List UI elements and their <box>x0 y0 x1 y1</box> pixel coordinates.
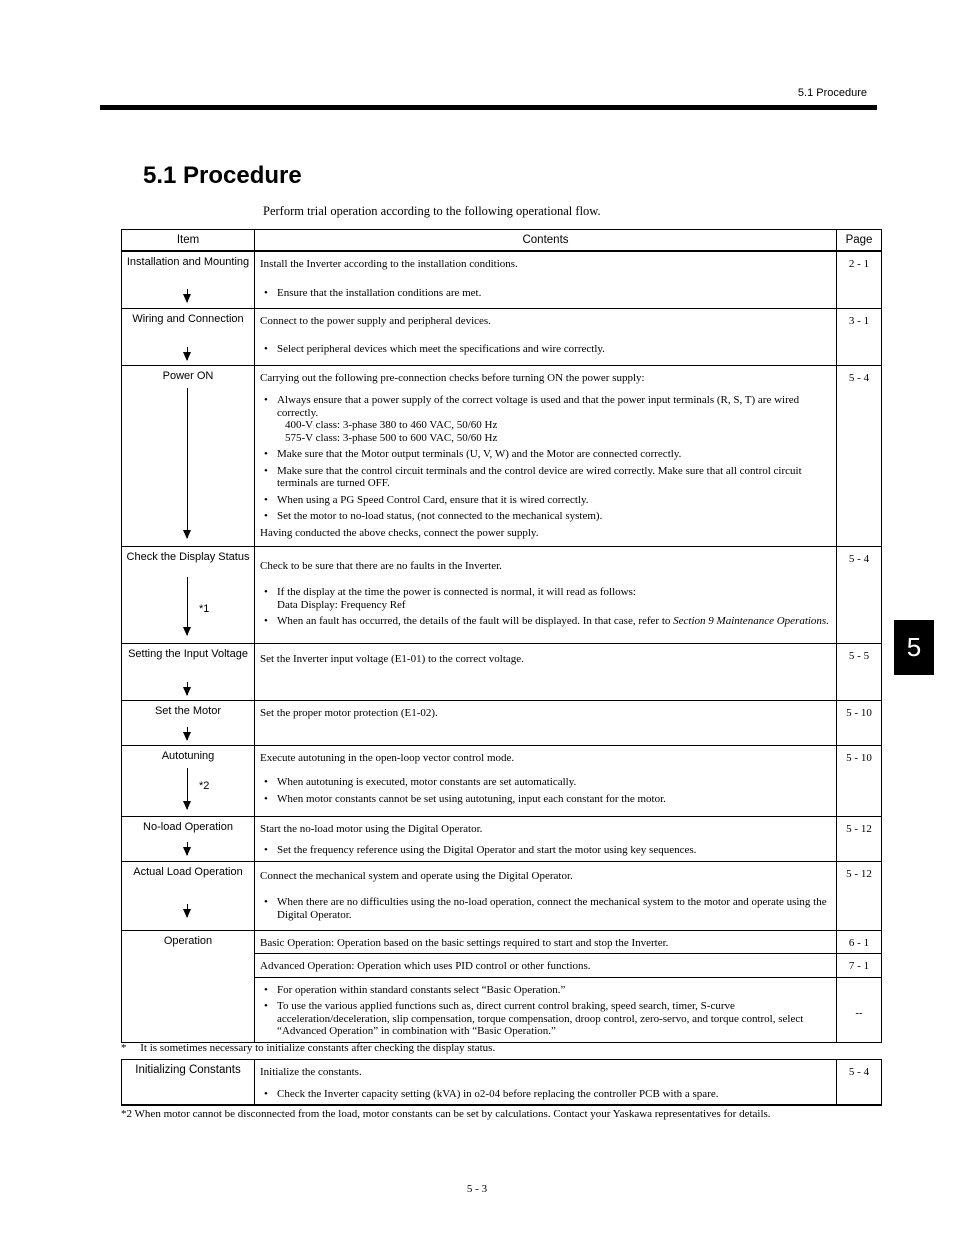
step-item <box>122 700 255 745</box>
step-item <box>122 745 255 816</box>
list-item: • When motor constants cannot be set using autotuning, input each constant for the motor. <box>260 793 831 806</box>
list-item: • If the display at the time the power is connected is normal, it will read as follows: Data Display: Frequency Ref <box>260 586 831 611</box>
table-row <box>122 930 882 954</box>
table-row <box>122 643 882 700</box>
footnote-mark: *1 <box>199 602 210 615</box>
list-item: • When there are no difficulties using the no-load operation, connect the mechanical system to the motor and operate using the Digital Operator. <box>260 896 831 921</box>
section-reference: Section 9 Maintenance Operations. <box>673 615 829 627</box>
voltage-line: 400-V class: 3-phase 380 to 460 VAC, 50/60 Hz <box>285 419 498 431</box>
step-label: Installation and Mounting <box>126 256 250 268</box>
step-main-text: Set the Inverter input voltage (E1-01) to the correct voltage. <box>260 652 524 665</box>
intro-text: Perform trial operation according to the following operational flow. <box>263 204 601 218</box>
step-page: 5 - 12 <box>837 861 882 930</box>
initialize-table <box>121 1059 882 1106</box>
list-item: • Make sure that the Motor output terminals (U, V, W) and the Motor are connected correctly. <box>260 448 831 461</box>
header-rule <box>100 105 877 110</box>
step-label: Setting the Input Voltage <box>128 647 248 660</box>
step-page: 3 - 1 <box>837 308 882 365</box>
down-arrow-icon <box>187 727 188 740</box>
voltage-line: 575-V class: 3-phase 500 to 600 VAC, 50/60 Hz <box>285 431 498 444</box>
header-contents: Contents <box>255 230 837 252</box>
down-arrow-icon <box>187 577 188 635</box>
list-item: • Check the Inverter capacity setting (kVA) in o2-04 before replacing the controller PCB with a spare. <box>260 1088 831 1101</box>
table-row <box>122 700 882 745</box>
down-arrow-icon <box>187 347 188 360</box>
down-arrow-icon <box>187 904 188 917</box>
step-page: 2 - 1 <box>837 251 882 308</box>
chapter-tab: 5 <box>894 620 934 675</box>
step-item <box>122 1060 255 1106</box>
step-page: 5 - 10 <box>837 700 882 745</box>
step-contents <box>255 700 837 745</box>
step-item <box>122 546 255 643</box>
step-main-text: Connect the mechanical system and operate using the Digital Operator. <box>260 869 573 882</box>
step-label: Operation <box>163 934 213 947</box>
down-arrow-icon <box>187 388 188 538</box>
step-item <box>122 816 255 861</box>
footnote-1: * It is sometimes necessary to initialize constants after checking the display status. <box>121 1042 496 1054</box>
table-row <box>122 1060 882 1106</box>
list-item: • When autotuning is executed, motor constants are set automatically. <box>260 776 831 789</box>
page-number: 5 - 3 <box>466 1183 488 1195</box>
step-contents <box>255 365 837 546</box>
running-header: 5.1 Procedure <box>797 87 867 99</box>
step-main-text: Connect to the power supply and peripheral devices. <box>260 314 491 327</box>
step-item <box>122 643 255 700</box>
down-arrow-icon <box>187 682 188 695</box>
step-contents <box>255 546 837 643</box>
procedure-table <box>121 229 882 1043</box>
header-page: Page <box>837 230 882 252</box>
footnote-2: *2 When motor cannot be disconnected from the load, motor constants can be set by calculations. Contact your Yaskawa representatives for details. <box>121 1108 771 1120</box>
step-page: 5 - 10 <box>837 745 882 816</box>
step-label: Wiring and Connection <box>132 312 244 325</box>
step-contents <box>255 816 837 861</box>
step-page: 5 - 4 <box>837 1060 882 1106</box>
list-item: • Ensure that the installation conditions are met. <box>260 287 831 300</box>
step-page: 5 - 4 <box>837 365 882 546</box>
step-main-text: Carrying out the following pre-connection checks before turning ON the power supply: <box>260 371 645 384</box>
step-item <box>122 251 255 308</box>
step-item <box>122 308 255 365</box>
step-contents <box>255 643 837 700</box>
list-item: • When an fault has occurred, the details of the fault will be displayed. In that case, refer to Section 9 Maintenance Operations. <box>260 615 831 628</box>
step-label: Power ON <box>162 369 214 382</box>
step-item <box>122 365 255 546</box>
down-arrow-icon <box>187 842 188 855</box>
table-row <box>122 251 882 308</box>
step-label: Autotuning <box>161 749 215 762</box>
header-item: Item <box>122 230 255 252</box>
table-row <box>122 745 882 816</box>
footnote-mark: *2 <box>199 779 210 792</box>
list-item: • For operation within standard constants select “Basic Operation.” <box>260 984 831 997</box>
table-header-row <box>122 230 882 252</box>
step-page: 6 - 1 <box>837 930 882 954</box>
basic-operation-text: Basic Operation: Operation based on the basic settings required to start and stop the Inverter. <box>255 930 837 954</box>
list-item: • Make sure that the control circuit terminals and the control device are wired correctly. Make sure that all control circuit terminals are turned OFF. <box>260 465 831 490</box>
table-row <box>122 861 882 930</box>
step-contents <box>255 977 837 1042</box>
step-label: Initializing Constants <box>135 1064 241 1076</box>
advanced-operation-text: Advanced Operation: Operation which uses PID control or other functions. <box>255 954 837 978</box>
step-main-text: Start the no-load motor using the Digital Operator. <box>260 822 483 835</box>
step-main-text: Set the proper motor protection (E1-02). <box>260 706 438 719</box>
display-line: Data Display: Frequency Ref <box>277 598 406 611</box>
step-main-text: Check to be sure that there are no faults in the Inverter. <box>260 559 502 572</box>
list-item: • When using a PG Speed Control Card, ensure that it is wired correctly. <box>260 494 831 507</box>
closing-text: Having conducted the above checks, connect the power supply. <box>260 526 539 539</box>
step-label: Set the Motor <box>154 704 222 717</box>
step-main-text: Initialize the constants. <box>260 1066 362 1078</box>
list-item: • To use the various applied functions such as, direct current control braking, speed search, timer, S-curve acceleration/deceleration, slip compensation, torque compensation, droop control, zero-servo, and torque control, select “Advanced Operation” in combination with “Basic Operation.” <box>260 1000 831 1038</box>
step-item <box>122 861 255 930</box>
step-page: 5 - 12 <box>837 816 882 861</box>
step-main-text: Install the Inverter according to the installation conditions. <box>260 258 518 270</box>
step-main-text: Execute autotuning in the open-loop vector control mode. <box>260 751 515 764</box>
down-arrow-icon <box>187 289 188 302</box>
step-page: 5 - 5 <box>837 643 882 700</box>
step-contents <box>255 308 837 365</box>
list-item: • Set the motor to no-load status, (not connected to the mechanical system). <box>260 510 831 523</box>
list-item: • Select peripheral devices which meet the specifications and wire correctly. <box>260 343 831 356</box>
table-row <box>122 546 882 643</box>
step-page: -- <box>837 977 882 1042</box>
step-contents <box>255 1060 837 1106</box>
list-item: • Always ensure that a power supply of the correct voltage is used and that the power input terminals (R, S, T) are wired correctly. 400-V class: 3-phase 380 to 460 VAC, 50/60 Hz 575-V class: 3-phase 500 to 600 VAC, 50/60 Hz <box>260 394 831 444</box>
page-title: 5.1 Procedure <box>143 162 302 189</box>
table-row <box>122 816 882 861</box>
step-contents <box>255 861 837 930</box>
step-item <box>122 930 255 1042</box>
step-label: Actual Load Operation <box>133 865 243 878</box>
table-row <box>122 308 882 365</box>
table-row <box>122 365 882 546</box>
step-label: Check the Display Status <box>126 550 250 563</box>
step-label: No-load Operation <box>143 820 233 833</box>
step-contents <box>255 251 837 308</box>
step-contents <box>255 745 837 816</box>
step-page: 7 - 1 <box>837 954 882 978</box>
step-page: 5 - 4 <box>837 546 882 643</box>
down-arrow-icon <box>187 768 188 809</box>
list-item: • Set the frequency reference using the Digital Operator and start the motor using key sequences. <box>260 844 831 857</box>
